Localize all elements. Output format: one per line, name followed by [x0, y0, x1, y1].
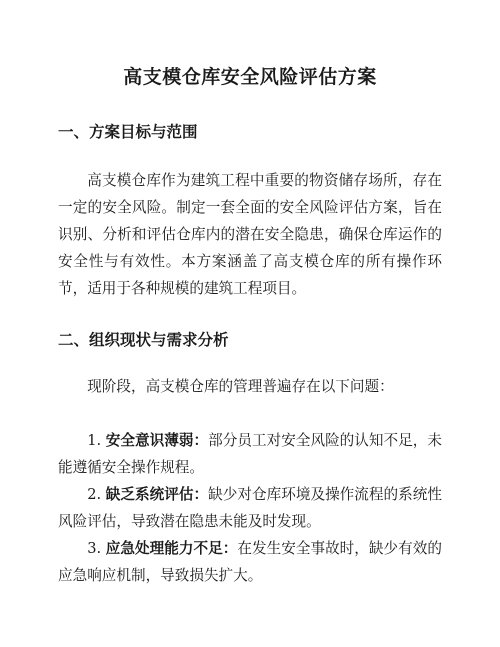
- document-title: 高支模仓库安全风险评估方案: [123, 66, 377, 88]
- list-item-label: 应急处理能力不足：: [105, 540, 238, 557]
- list-item-number: 3.: [87, 540, 102, 557]
- section-status-intro: 现阶段，高支模仓库的管理普遍存在以下问题：: [87, 378, 394, 395]
- list-item: [58, 481, 442, 535]
- section-goals-paragraph: 高支模仓库作为建筑工程中重要的物资储存场所，存在一定的安全风险。制定一套全面的安全风险评估方案，旨在识别、分析和评估仓库内的潜在安全隐患，确保仓库运作的安全性与有效性。本方案涵盖了高支模仓库的所有操作环节，适用于各种规模的建筑工程项目。: [58, 172, 442, 297]
- list-item-text: 在发生安全事故时，缺少有效的应急响应机制，导致损失扩大。: [58, 540, 442, 584]
- list-item-label: 缺乏系统评估：: [105, 486, 209, 503]
- list-item-text: 部分员工对安全风险的认知不足，未能遵循安全操作规程。: [58, 432, 442, 476]
- list-item: [58, 535, 442, 589]
- list-item-label: 安全意识薄弱：: [105, 432, 209, 449]
- section-heading-status: 二、组织现状与需求分析: [58, 331, 229, 349]
- list-item-text: 缺少对仓库环境及操作流程的系统性风险评估，导致潜在隐患未能及时发现。: [58, 486, 442, 530]
- list-item-number: 1.: [87, 432, 102, 449]
- list-item: [58, 427, 442, 481]
- list-item-number: 2.: [87, 486, 102, 503]
- section-heading-goals: 一、方案目标与范围: [58, 123, 198, 141]
